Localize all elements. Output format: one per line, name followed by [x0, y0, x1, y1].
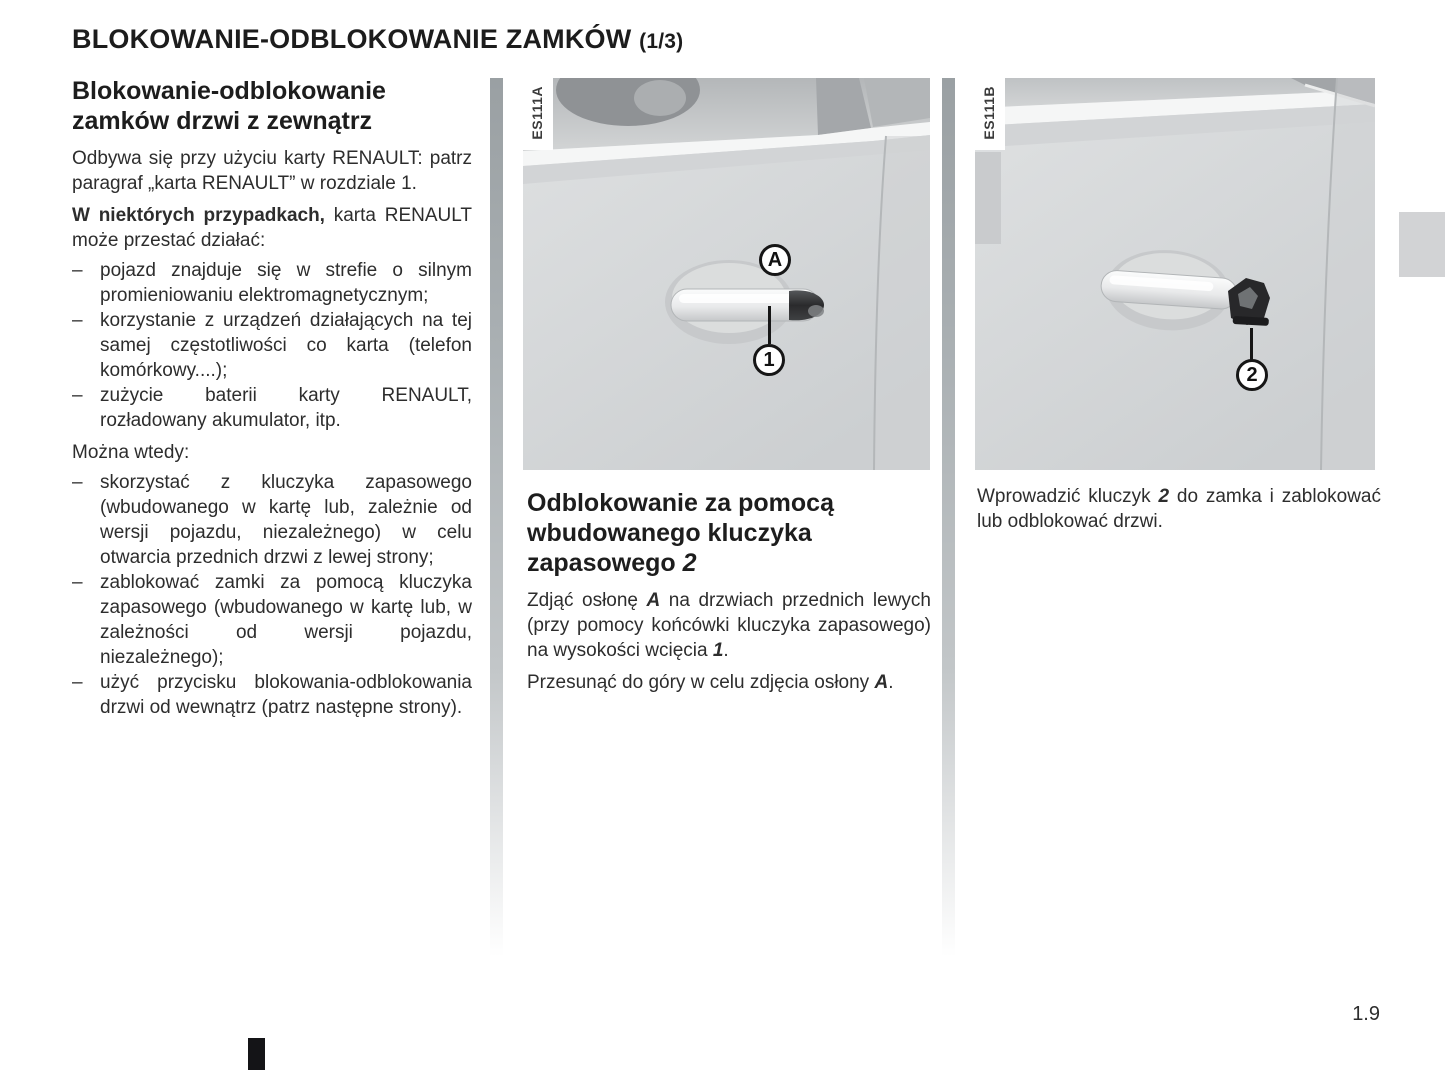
left-paragraph-3: Można wtedy: — [72, 442, 190, 463]
text-segment: do zamka i zablokować lub odblokować drzwi. — [977, 486, 1381, 532]
callout-line-1 — [768, 306, 771, 344]
list-item — [72, 570, 472, 670]
figure-door-handle-key — [975, 78, 1375, 470]
callout-A: A — [759, 244, 791, 276]
middle-heading-text: Odblokowanie za pomocą wbudowanego kluczyka zapasowego — [527, 489, 834, 577]
figure-code-box — [521, 76, 553, 150]
left-paragraph-1: Odbywa się przy użyciu karty RENAULT: patrz paragraf „karta RENAULT” w rozdziale 1. — [72, 148, 472, 194]
left-column — [72, 76, 472, 725]
dash-bullet: – — [72, 310, 83, 331]
middle-paragraph-2 — [527, 670, 931, 695]
list-item-text: zużycie baterii karty RENAULT, rozładowany akumulator, itp. — [100, 385, 472, 431]
callout-2: 2 — [1236, 359, 1268, 391]
print-registration-mark — [248, 1038, 265, 1070]
figure-code: ES111B — [981, 86, 997, 140]
list-item-text: użyć przycisku blokowania-odblokowania drzwi od wewnątrz (patrz następne strony). — [100, 672, 472, 718]
callout-1: 1 — [753, 344, 785, 376]
left-paragraph-2-rest: karta RENAULT może przestać działać: — [72, 205, 472, 251]
text-segment: Zdjąć osłonę — [527, 590, 647, 611]
right-paragraph — [977, 484, 1381, 534]
left-paragraph-2 — [72, 203, 472, 253]
middle-paragraph-1 — [527, 588, 931, 663]
middle-column — [527, 488, 931, 700]
dash-bullet: – — [72, 472, 83, 493]
figure-door-handle-cover — [523, 78, 930, 470]
chapter-tab — [1399, 212, 1445, 277]
text-segment: Przesunąć do góry w celu zdjęcia osłony — [527, 672, 875, 693]
middle-section-heading — [527, 488, 931, 578]
text-segment: Wprowadzić kluczyk — [977, 486, 1159, 507]
left-bullet-list-2 — [72, 470, 472, 720]
ref-2: 2 — [1158, 486, 1170, 507]
column-separator-left — [490, 78, 503, 984]
left-paragraph-2-bold: W niektórych przypadkach, — [72, 205, 325, 226]
text-segment: na drzwiach przednich lewych (przy pomocy końcówki kluczyka zapasowego) na wysokości wcięcia — [527, 590, 931, 661]
ref-1: 1 — [712, 640, 724, 661]
page-title — [72, 24, 683, 55]
list-item — [72, 308, 472, 383]
dash-bullet: – — [72, 260, 83, 281]
text-segment: . — [723, 640, 729, 661]
list-item-text: skorzystać z kluczyka zapasowego (wbudowanego w kartę lub, zależnie od wersji pojazdu, niezależnego) w celu otwarcia przednich drzwi z lewej strony; — [100, 472, 472, 568]
list-item — [72, 670, 472, 720]
dash-bullet: – — [72, 385, 83, 406]
right-column — [977, 484, 1381, 539]
list-item-text: zablokować zamki za pomocą kluczyka zapasowego (wbudowanego w kartę lub, w zależności od wersji pojazdu, niezależnego); — [100, 572, 472, 668]
callout-line-2 — [1250, 328, 1253, 360]
column-separator-right — [942, 78, 955, 984]
figure-code: ES111A — [529, 86, 545, 140]
page-title-text: BLOKOWANIE-ODBLOKOWANIE ZAMKÓW — [72, 24, 632, 54]
door-key-illustration — [975, 78, 1375, 470]
page-number: 1.9 — [1352, 1003, 1380, 1025]
left-section-heading: Blokowanie-odblokowanie zamków drzwi z zewnątrz — [72, 77, 386, 135]
dash-bullet: – — [72, 572, 83, 593]
left-bullet-list-1 — [72, 258, 472, 433]
list-item-text: korzystanie z urządzeń działających na tej samej częstotliwości co karta (telefon komórkowy....); — [100, 310, 472, 381]
list-item — [72, 383, 472, 433]
list-item — [72, 470, 472, 570]
ref-A: A — [646, 590, 661, 611]
list-item — [72, 258, 472, 308]
text-segment: . — [888, 672, 894, 693]
list-item-text: pojazd znajduje się w strefie o silnym promieniowaniu elektromagnetycznym; — [100, 260, 472, 306]
ref-A: A — [874, 672, 889, 693]
page-title-suffix: (1/3) — [639, 30, 684, 53]
figure-code-box — [973, 76, 1005, 150]
door-handle-illustration — [523, 78, 930, 470]
middle-heading-ref: 2 — [682, 549, 697, 577]
dash-bullet: – — [72, 672, 83, 693]
